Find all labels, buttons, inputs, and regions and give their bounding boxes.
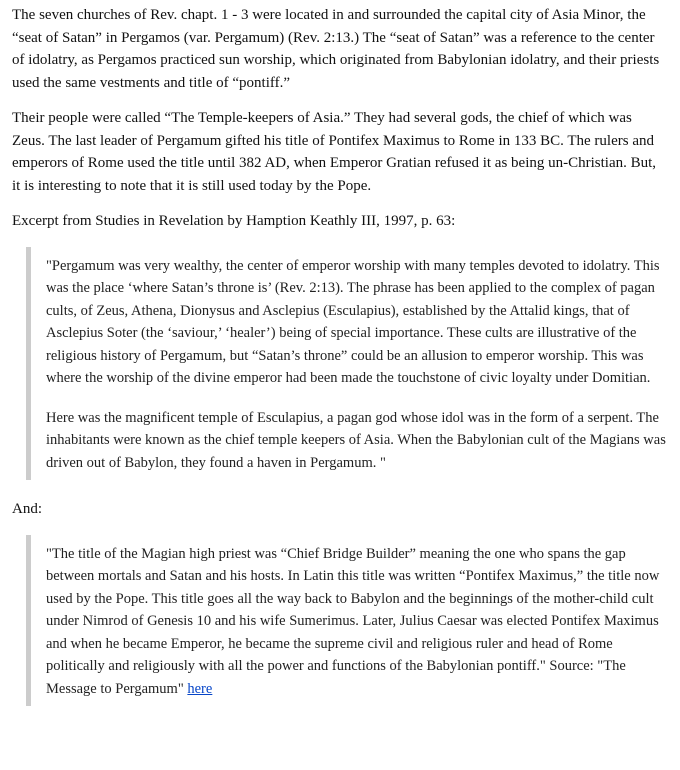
- excerpt-blockquote: [26, 247, 668, 481]
- intro-paragraph: The seven churches of Rev. chapt. 1 - 3 were located in and surrounded the capital city of Asia Minor, the “seat of Satan” in Pergamos (var. Pergamum) (Rev. 2:13.) The “seat of Satan” was a reference to the center of idolatry, as Pergamos practiced sun worship, which originated from Babylonian idolatry, and their priests used the same vestments and title of “pontiff.”: [12, 7, 660, 91]
- blockquote-paragraph-2: Here was the magnificent temple of Esculapius, a pagan god whose idol was in the form of a serpent. The inhabitants were known as the chief temple keepers of Asia. When the Babylonian cult of the Magians was driven out of Babylon, they found a haven in Pergamum. ": [46, 409, 666, 471]
- blockquote-source-paragraph: [46, 543, 668, 701]
- excerpt-intro: Excerpt from Studies in Revelation by Hamption Keathly III, 1997, p. 63:: [12, 213, 456, 229]
- temple-keepers-paragraph: Their people were called “The Temple-keepers of Asia.” They had several gods, the chief of which was Zeus. The last leader of Pergamum gifted his title of Pontifex Maximus to Rome in 133 BC. The rulers and emperors of Rome used the title until 382 AD, when Emperor Gratian refused it as being un-Christian. But, it is interesting to note that it is still used today by the Pope.: [12, 110, 657, 194]
- source-here-link[interactable]: here: [187, 680, 213, 697]
- blockquote-paragraph-1: "Pergamum was very wealthy, the center of emperor worship with many temples devoted to idolatry. This was the place ‘where Satan’s throne is’ (Rev. 2:13). The phrase has been applied to the complex of pagan cults, of Zeus, Athena, Dionysus and Asclepius (Esculapius), established by the Attalid kings, that of Asclepius Soter (the ‘saviour,’ ‘healer’) being of special importance. These cults are illustrative of the religious history of Pergamum, but “Satan’s throne” could be an allusion to emperor worship. This was where the worship of the divine emperor had been made the touchstone of civic loyalty under Domitian.: [46, 257, 660, 386]
- and-label: And:: [12, 501, 42, 517]
- blockquote-source-text: "The title of the Magian high priest was “Chief Bridge Builder” meaning the one who spans the gap between mortals and Satan and his hosts. In Latin this title was written “Pontifex Maximus,” the title now used by the Pope. This title goes all the way back to Babylon and the beginnings of the mother-child cult under Nimrod of Genesis 10 and his wife Sumerimus. Later, Julius Caesar was elected Pontifex Maximus and when he became Emperor, he became the supreme civil and religious ruler and head of Rome politically and religiously with all the power and functions of the Babylonian pontiff." Source: "The Message to Pergamum": [46, 545, 660, 697]
- source-blockquote: [26, 535, 668, 707]
